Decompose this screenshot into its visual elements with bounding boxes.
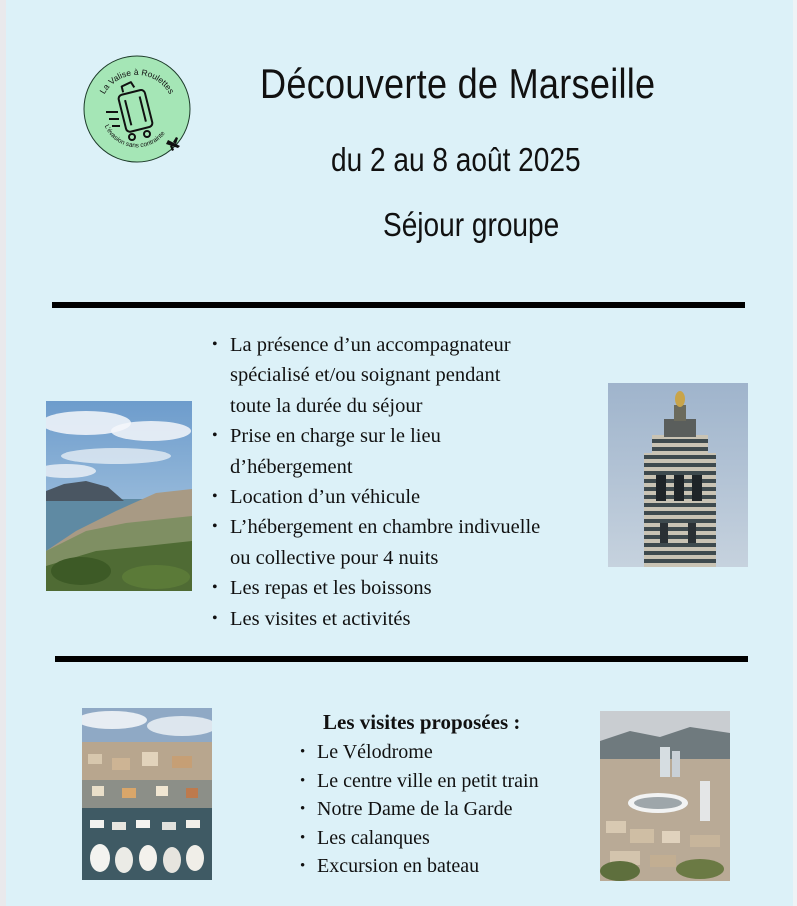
page-edge [0, 0, 6, 906]
visit-item: • Le centre ville en petit train [300, 767, 539, 796]
logo-name: La Valise à Roulettes [97, 66, 177, 96]
visit-item: • Notre Dame de la Garde [300, 795, 539, 824]
visit-item: • Le Vélodrome [300, 738, 539, 767]
page-title: Découverte de Marseille [260, 60, 656, 107]
trip-type: Séjour groupe [383, 206, 560, 243]
inclusion-item: • Location d’un véhicule [212, 482, 540, 512]
inclusion-item: • Prise en charge sur le lieu d’hébergement [212, 421, 540, 482]
trip-dates: du 2 au 8 août 2025 [331, 141, 581, 178]
logo-tagline: L'évasion sans contrainte [102, 123, 167, 150]
visits-heading: Les visites proposées : [323, 710, 521, 734]
harbour-photo [82, 708, 212, 880]
logo [82, 54, 192, 164]
logo-badge [82, 54, 192, 164]
notre-dame-tower-photo [608, 383, 748, 567]
page-edge-right [793, 0, 797, 906]
visit-item: • Les calanques [300, 824, 539, 853]
calanques-photo [46, 401, 192, 591]
visit-item: • Excursion en bateau [300, 852, 539, 881]
inclusions-list [212, 330, 540, 634]
divider-top [52, 302, 745, 308]
visits-list [300, 738, 539, 881]
divider-bottom [55, 656, 748, 662]
inclusion-item: • Les repas et les boissons [212, 573, 540, 603]
velodrome-city-photo [600, 711, 730, 881]
inclusion-item: • Les visites et activités [212, 604, 540, 634]
inclusion-item: • L’hébergement en chambre indivuelle ou collective pour 4 nuits [212, 512, 540, 573]
inclusion-item: • La présence d’un accompagnateur spécialisé et/ou soignant pendant toute la durée du séjour [212, 330, 540, 421]
